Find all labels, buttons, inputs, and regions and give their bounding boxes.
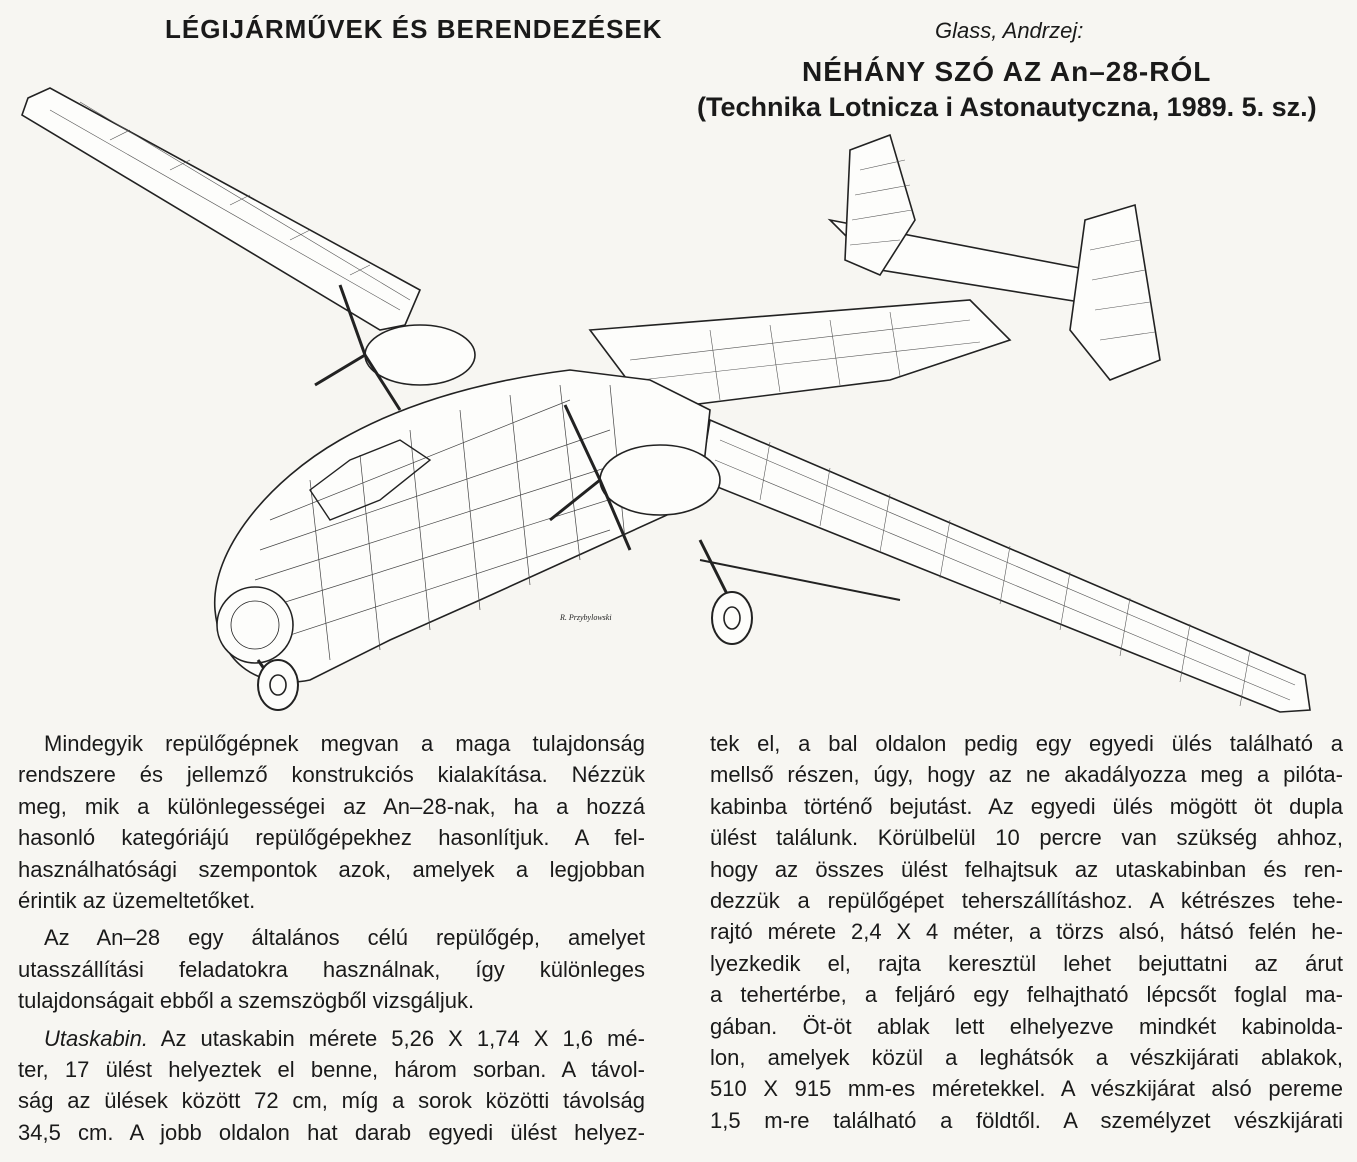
article-title: NÉHÁNY SZÓ AZ An–28-RÓL (802, 56, 1212, 87)
paragraph-line: hogy az összes ülést felhajtsuk az utaskabinban és ren- (710, 856, 1343, 882)
right-fin (1070, 205, 1160, 380)
aircraft-cutaway-illustration (10, 80, 1355, 720)
paragraph-line: tek el, a bal oldalon pedig egy egyedi ülés található a (710, 731, 1343, 756)
left-column (18, 728, 645, 1148)
paragraph-line: használhatósági szempontok azok, amelyek a legjobban (18, 856, 645, 882)
paragraph-line: ság az ülések között 72 cm, míg a sorok közötti távolság (18, 1088, 645, 1114)
paragraph-text: Az utaskabin mérete 5,26 X 1,74 X 1,6 mé- (160, 1025, 645, 1051)
paragraph-line: meg, mik a különlegességei az An–28-nak, ha a hozzá (18, 793, 645, 819)
paragraph-line: 510 X 915 mm-es méretekkel. A vészkijárat alsó pereme (710, 1076, 1343, 1102)
nose-dome (217, 587, 293, 663)
paragraph-line: 1,5 m-re található a földtől. A személyzet vészkijárati (710, 1107, 1343, 1133)
paragraph-line: lon, amelyek közül a leghátsók a vészkijárati ablakok, (710, 1045, 1343, 1071)
paragraph-line: lyezkedik el, rajta keresztül lehet bejuttatni az árut (710, 950, 1343, 976)
right-wing (700, 420, 1310, 712)
paragraph-line (18, 1023, 645, 1054)
paragraph-line: rendszere és jellemző konstrukciós kialakítása. Nézzük (18, 762, 645, 788)
paragraph-line: rajtó mérete 2,4 X 4 méter, a törzs alsó, hátsó felén he- (710, 919, 1343, 945)
paragraph-line: a tehertérbe, a feljáró egy felhajtható lépcsőt foglal ma- (710, 982, 1343, 1008)
paragraph-line: tulajdonságait ebből a szemszögből vizsgáljuk. (18, 988, 475, 1014)
paragraph-line: gában. Öt-öt ablak lett elhelyezve mindkét kabinolda- (710, 1013, 1343, 1039)
paragraph-line: dezzük a repülőgépet teherszállításhoz. A kétrészes tehe- (710, 888, 1343, 914)
right-engine-nacelle (600, 445, 720, 515)
left-engine-nacelle (365, 325, 475, 385)
right-column (710, 728, 1343, 1136)
paragraph-line: érintik az üzemeltetőket. (18, 888, 256, 914)
paragraph-line: kabinba történő bejutást. Az egyedi ülés mögött öt dupla (710, 793, 1343, 819)
artist-signature: R. Przybylowski (560, 613, 612, 622)
nose-gear-wheel (258, 660, 298, 710)
paragraph-line: utasszállítási feladatokra használnak, így különleges (18, 956, 645, 982)
paragraph-line: Mindegyik repülőgépnek megvan a maga tulajdonság (44, 731, 645, 756)
section-heading: LÉGIJÁRMŰVEK ÉS BERENDEZÉSEK (165, 14, 663, 44)
run-in-heading: Utaskabin. (44, 1025, 148, 1051)
paragraph-line: ter, 17 ülést helyeztek el benne, három sorban. A távol- (18, 1057, 645, 1083)
paragraph-line: 34,5 cm. A jobb oldalon hat darab egyedi ülést helyez- (18, 1119, 645, 1145)
paragraph-line: mellső részen, úgy, hogy az ne akadályozza meg a pilóta- (710, 762, 1343, 788)
main-gear-leg (700, 540, 730, 600)
author-name: Glass, Andrzej: (935, 18, 1084, 43)
paragraph-line: ülést találunk. Körülbelül 10 percre van szükség ahhoz, (710, 825, 1343, 851)
paragraph-line: hasonló kategóriájú repülőgépekhez hasonlítjuk. A fel- (18, 825, 645, 851)
paragraph-line: Az An–28 egy általános célú repülőgép, amelyet (44, 925, 645, 951)
main-gear-wheel (712, 592, 752, 644)
left-wing (22, 88, 420, 330)
source-citation: (Technika Lotnicza i Astonautyczna, 1989. 5. sz.) (697, 92, 1317, 122)
